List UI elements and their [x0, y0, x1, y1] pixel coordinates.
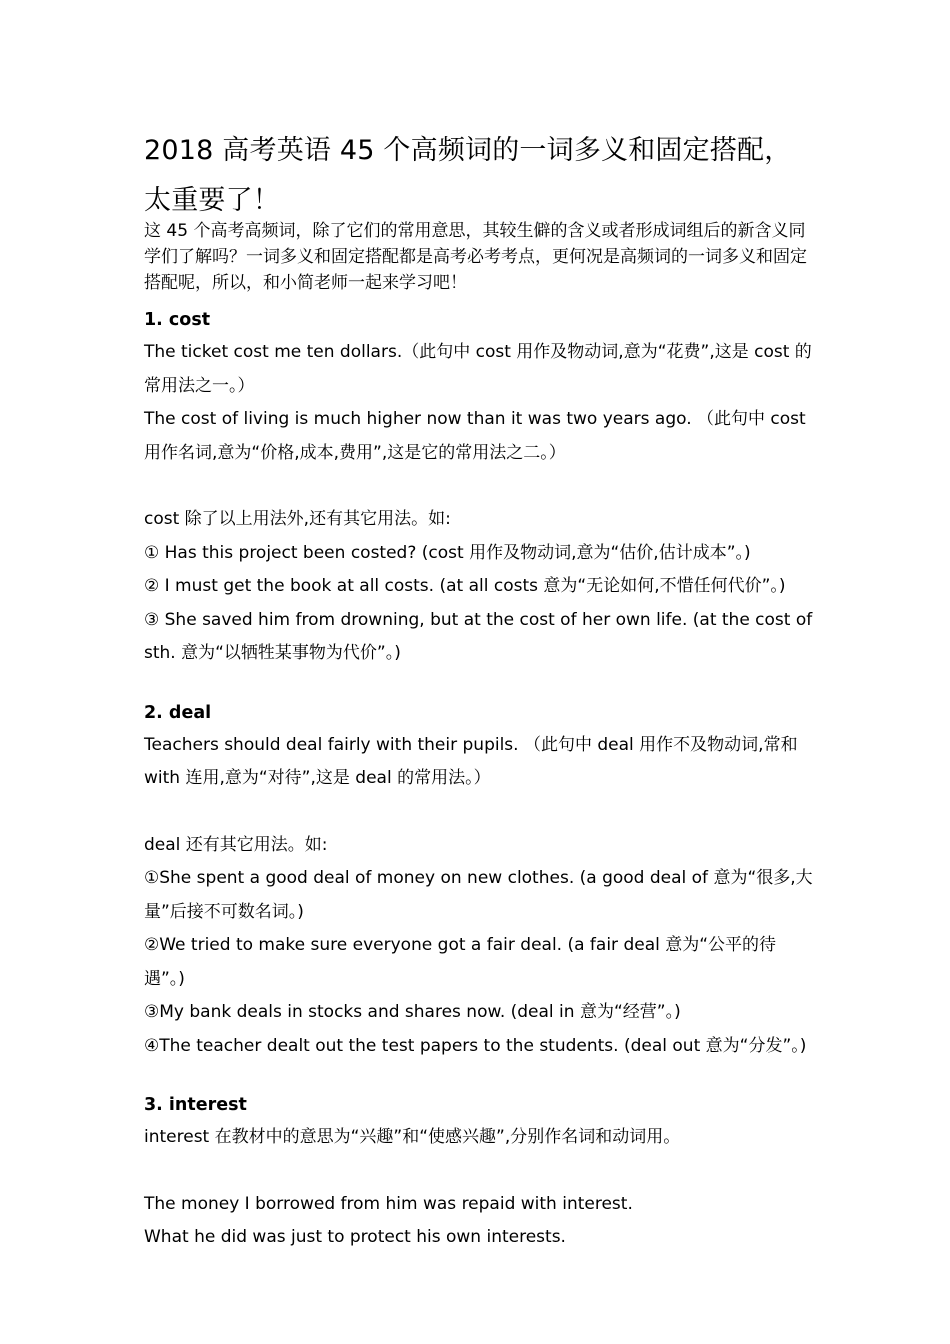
- document-title: 2018 高考英语 45 个高频词的一词多义和固定搭配，太重要了！: [144, 135, 792, 217]
- usage-example: ③My bank deals in stocks and shares now. (deal in 意为“经营”。): [144, 1002, 681, 1022]
- section-deal: [144, 701, 814, 1064]
- section-interest: [144, 1093, 814, 1255]
- usage-example: ④The teacher dealt out the test papers to the students. (deal out 意为“分发”。): [144, 1035, 807, 1056]
- usage-example: ②We tried to make sure everyone got a fair deal. (a fair deal 意为“公平的待遇”。): [144, 935, 777, 989]
- intro-paragraph: 这 45 个高考高频词，除了它们的常用意思，其较生僻的含义或者形成词组后的新含义同学们了解吗？一词多义和固定搭配都是高考必考考点，更何况是高频词的一词多义和固定搭配呢，所以，和小简老师一起来学习吧！: [144, 221, 807, 293]
- usage-example: ①She spent a good deal of money on new clothes. (a good deal of 意为“很多,大量”后接不可数名词。): [144, 868, 813, 922]
- example-sentence: What he did was just to protect his own interests.: [144, 1227, 566, 1247]
- usage-example: ② I must get the book at all costs. (at all costs 意为“无论如何,不惜任何代价”。): [144, 576, 786, 596]
- section-heading: 1. cost: [144, 310, 211, 330]
- document-body: [144, 218, 814, 1255]
- example-sentence: The ticket cost me ten dollars.（此句中 cost 用作及物动词,意为“花费”,这是 cost 的常用法之一。）: [144, 342, 812, 396]
- usage-example: ③ She saved him from drowning, but at the cost of her own life. (at the cost of sth. 意为“以牺牲某事物为代价”。): [144, 609, 813, 663]
- section-cost: [144, 308, 814, 671]
- usage-example: ① Has this project been costed? (cost 用作及物动词,意为“估价,估计成本”。): [144, 542, 751, 563]
- other-usage-intro: cost 除了以上用法外,还有其它用法。如:: [144, 509, 451, 529]
- example-sentence: Teachers should deal fairly with their pupils. （此句中 deal 用作不及物动词,常和 with 连用,意为“对待”,这是 deal 的常用法。）: [144, 734, 798, 788]
- example-sentence: The money I borrowed from him was repaid with interest.: [144, 1193, 633, 1214]
- section-heading: 2. deal: [144, 702, 212, 723]
- usage-description: interest 在教材中的意思为“兴趣”和“使感兴趣”,分别作名词和动词用。: [144, 1127, 681, 1147]
- example-sentence: The cost of living is much higher now than it was two years ago. （此句中 cost 用作名词,意为“价格,成本,费用”,这是它的常用法之二。）: [144, 409, 806, 463]
- other-usage-intro: deal 还有其它用法。如:: [144, 834, 328, 855]
- section-heading: 3. interest: [144, 1095, 247, 1115]
